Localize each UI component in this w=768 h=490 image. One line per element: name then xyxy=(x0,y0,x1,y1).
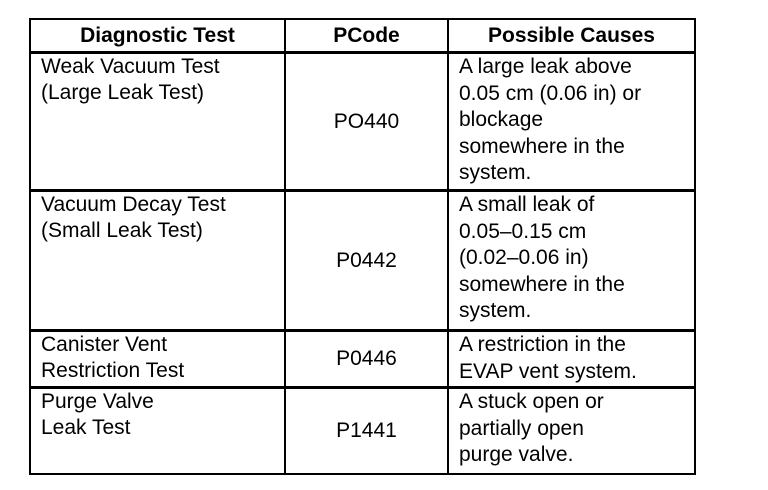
possible-causes-cell: A stuck open or partially open purge valve. xyxy=(448,388,695,474)
pcode-cell: PO440 xyxy=(285,53,448,191)
table-row xyxy=(30,53,695,191)
header-possible-causes: Possible Causes xyxy=(448,19,695,53)
pcode-cell: P0446 xyxy=(285,331,448,388)
possible-causes-cell: A small leak of 0.05–0.15 cm (0.02–0.06 in) somewhere in the system. xyxy=(448,191,695,331)
diagnostic-test-cell: Vacuum Decay Test (Small Leak Test) xyxy=(30,191,285,331)
header-pcode: PCode xyxy=(285,19,448,53)
pcode-cell: P1441 xyxy=(285,388,448,474)
diagnostic-table xyxy=(29,18,696,475)
table-header-row xyxy=(30,19,695,53)
possible-causes-cell: A large leak above 0.05 cm (0.06 in) or blockage somewhere in the system. xyxy=(448,53,695,191)
possible-causes-cell: A restriction in the EVAP vent system. xyxy=(448,331,695,388)
header-diagnostic-test: Diagnostic Test xyxy=(30,19,285,53)
diagnostic-test-cell: Weak Vacuum Test (Large Leak Test) xyxy=(30,53,285,191)
table-row xyxy=(30,388,695,474)
diagnostic-test-cell: Canister Vent Restriction Test xyxy=(30,331,285,388)
table-row xyxy=(30,331,695,388)
diagnostic-test-cell: Purge Valve Leak Test xyxy=(30,388,285,474)
table-row xyxy=(30,191,695,331)
pcode-cell: P0442 xyxy=(285,191,448,331)
